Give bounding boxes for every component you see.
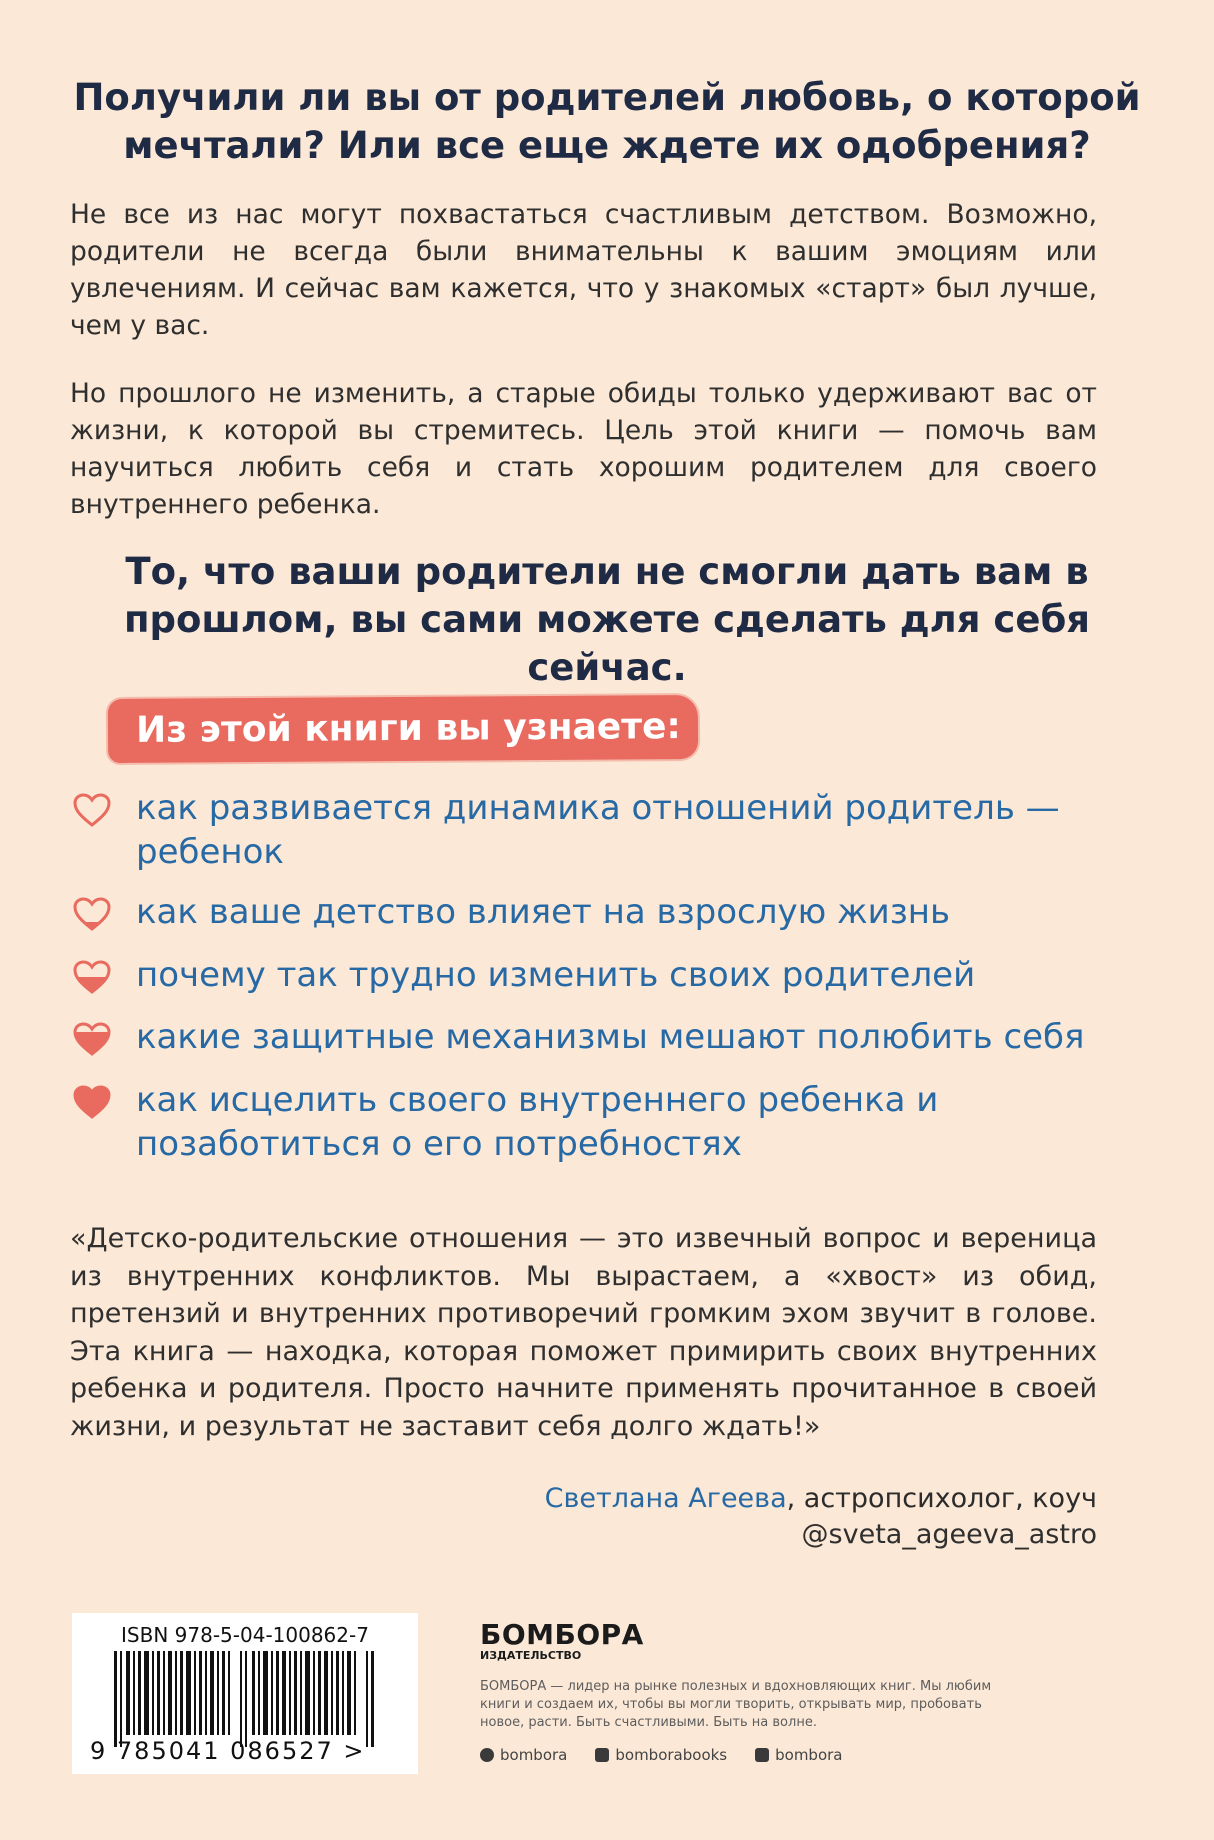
barcode-icon: [114, 1651, 376, 1747]
social-youtube[interactable]: [755, 1746, 842, 1764]
quote-handle: @sveta_ageeva_astro: [801, 1519, 1097, 1550]
quote-author-role: , астропсихолог, коуч: [786, 1483, 1097, 1514]
barcode-box: [72, 1613, 418, 1774]
social-vk[interactable]: [595, 1746, 727, 1764]
learn-item-text: как развивается динамика отношений родитель — ребенок: [136, 788, 1060, 872]
heart-full-icon: [72, 1084, 112, 1120]
learn-item-text: как ваше детство влияет на взрослую жизнь: [136, 892, 951, 932]
publisher-logo: БОМБОРА: [480, 1618, 644, 1651]
heart-half-icon: [72, 959, 112, 995]
learn-item-text: как исцелить своего внутреннего ребенка и позаботиться о его потребностях: [136, 1080, 939, 1164]
isbn-label: ISBN 978-5-04-100862-7: [121, 1623, 369, 1647]
quote-author-name: Светлана Агеева: [544, 1483, 787, 1514]
testimonial-quote: «Детско‑родительские отношения — это извечный вопрос и вереница из внутренних конфликтов. Мы вырастаем, а «хвост» из обид, претензий и внутренних противоречий громким эхом звучит в голове. Эта книга — находка, которая поможет примирить своих внутренних ребенка и родителя. Просто начните применять прочитанное в своей жизни, и результат не заставит себя долго ждать!»: [70, 1223, 1097, 1442]
social-links: [480, 1746, 1000, 1764]
social-instagram-handle: bombora: [500, 1746, 568, 1764]
learn-item-text: почему так трудно изменить своих родителей: [136, 955, 976, 995]
publisher-block: [480, 1618, 1000, 1764]
quote-author: [545, 1480, 1097, 1517]
purpose-paragraph: Но прошлого не изменить, а старые обиды только удерживают вас от жизни, к которой вы стремитесь. Цель этой книги — помочь вам научиться любить себя и стать хорошим родителем для своего внутреннего ребенка.: [70, 378, 1097, 520]
barcode-digits: 9 785041 086527 >: [90, 1737, 366, 1765]
middle-headline: То, что ваши родители не смогли дать вам в прошлом, вы сами можете сделать для себя сейчас.: [123, 550, 1091, 689]
heart-quarter-icon: [72, 896, 112, 932]
vk-icon: [595, 1748, 609, 1762]
social-vk-handle: bomborabooks: [615, 1746, 728, 1764]
learn-item-text: какие защитные механизмы мешают полюбить себя: [136, 1017, 1085, 1057]
social-instagram[interactable]: [480, 1746, 567, 1764]
youtube-icon: [755, 1748, 769, 1762]
publisher-subtitle: ИЗДАТЕЛЬСТВО: [480, 1649, 582, 1662]
intro-paragraph: Не все из нас могут похвастаться счастливым детством. Возможно, родители не всегда были внимательны к вашим эмоциям или увлечениям. И сейчас вам кажется, что у знакомых «старт» был лучше, чем у вас.: [70, 199, 1097, 341]
instagram-icon: [480, 1748, 494, 1762]
learn-banner: Из этой книги вы узнаете:: [108, 695, 698, 763]
publisher-description: БОМБОРА — лидер на рынке полезных и вдохновляющих книг. Мы любим книги и создаем их, чтобы вы могли творить, открывать мир, пробовать новое, расти. Быть счастливыми. Быть на волне.: [480, 1679, 992, 1730]
heart-three-quarter-icon: [72, 1021, 112, 1057]
social-youtube-handle: bombora: [775, 1746, 843, 1764]
top-headline: Получили ли вы от родителей любовь, о которой мечтали? Или все еще ждете их одобрения?: [73, 76, 1141, 167]
heart-outline-icon: [72, 792, 112, 828]
